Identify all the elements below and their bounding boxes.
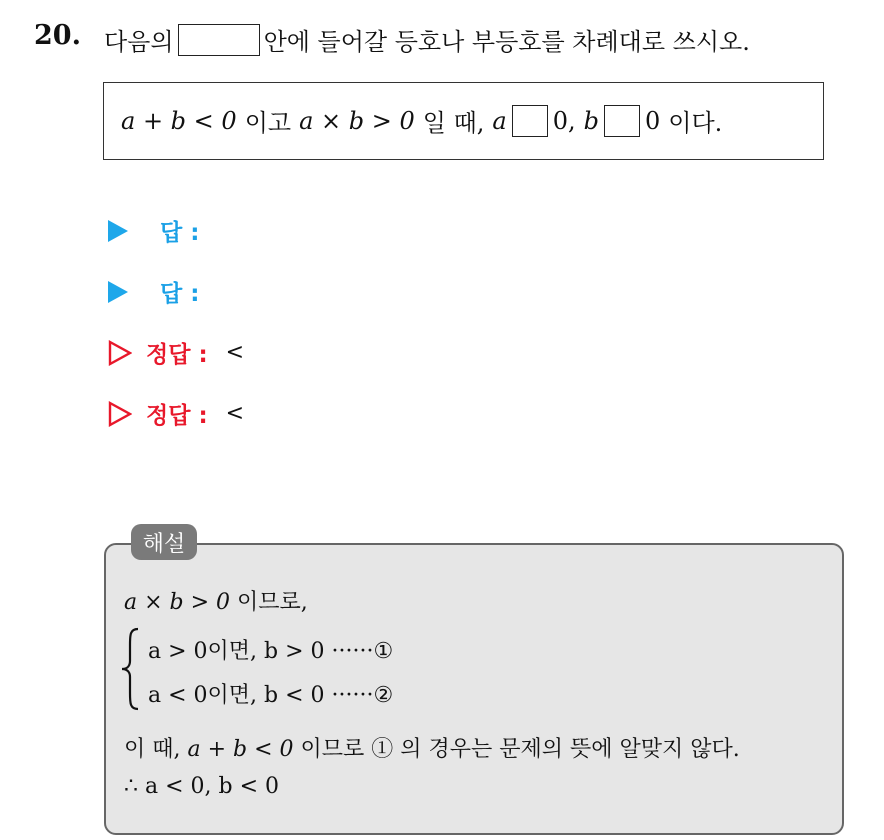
answer-row-2: [108, 275, 199, 308]
explanation-math-1: a × b > 0: [124, 590, 231, 615]
explanation-tag: 해설: [131, 524, 197, 560]
explanation-line-4: [124, 732, 740, 763]
question-text-after: 안에 들어갈 등호나 부등호를 차례대로 쓰시오.: [263, 28, 750, 56]
explanation-case-1: a > 0이면, b > 0 ······①: [148, 639, 394, 664]
explanation-case-2: a < 0이면, b < 0 ······②: [148, 683, 394, 708]
blank-box-a: [512, 105, 548, 137]
condition-zero-1: 0,: [552, 106, 576, 135]
filled-triangle-icon: [108, 220, 128, 242]
explanation-pre-4: 이 때,: [124, 737, 181, 762]
correct-value-2: <: [225, 401, 245, 426]
condition-line: [121, 103, 722, 138]
question-text-before: 다음의: [104, 28, 174, 56]
condition-var-b: b: [583, 106, 599, 135]
condition-box: [103, 82, 824, 160]
question-number: 20.: [34, 20, 81, 51]
condition-text-1: 이고: [244, 109, 292, 137]
explanation-line-1: [124, 585, 308, 616]
blank-box-b: [604, 105, 640, 137]
condition-var-a: a: [492, 106, 507, 135]
answer-row-1: [108, 214, 199, 247]
condition-math-2: a × b > 0: [299, 106, 415, 135]
outline-triangle-icon: [108, 340, 132, 366]
outline-triangle-icon: [108, 401, 132, 427]
condition-zero-2: 0: [644, 106, 661, 135]
condition-text-2: 일 때,: [422, 109, 485, 137]
correct-label-1: 정답 :: [146, 342, 208, 368]
case-brace: [120, 627, 140, 711]
correct-label-2: 정답 :: [146, 403, 208, 429]
question-text: [104, 22, 750, 57]
explanation-text-4: 이므로 ① 의 경우는 문제의 뜻에 알맞지 않다.: [300, 737, 740, 762]
explanation-math-4: a + b < 0: [187, 737, 294, 762]
answer-label-1: 답 :: [160, 220, 200, 246]
condition-ending: 이다.: [668, 109, 723, 137]
condition-math-1: a + b < 0: [121, 106, 237, 135]
correct-row-1: [108, 336, 244, 369]
correct-row-2: [108, 397, 244, 430]
correct-value-1: <: [225, 340, 245, 365]
explanation-text-1: 이므로,: [237, 590, 308, 615]
blank-box: [178, 24, 260, 56]
answer-label-2: 답 :: [160, 281, 200, 307]
explanation-conclusion: ∴ a < 0, b < 0: [124, 774, 280, 799]
filled-triangle-icon: [108, 281, 128, 303]
